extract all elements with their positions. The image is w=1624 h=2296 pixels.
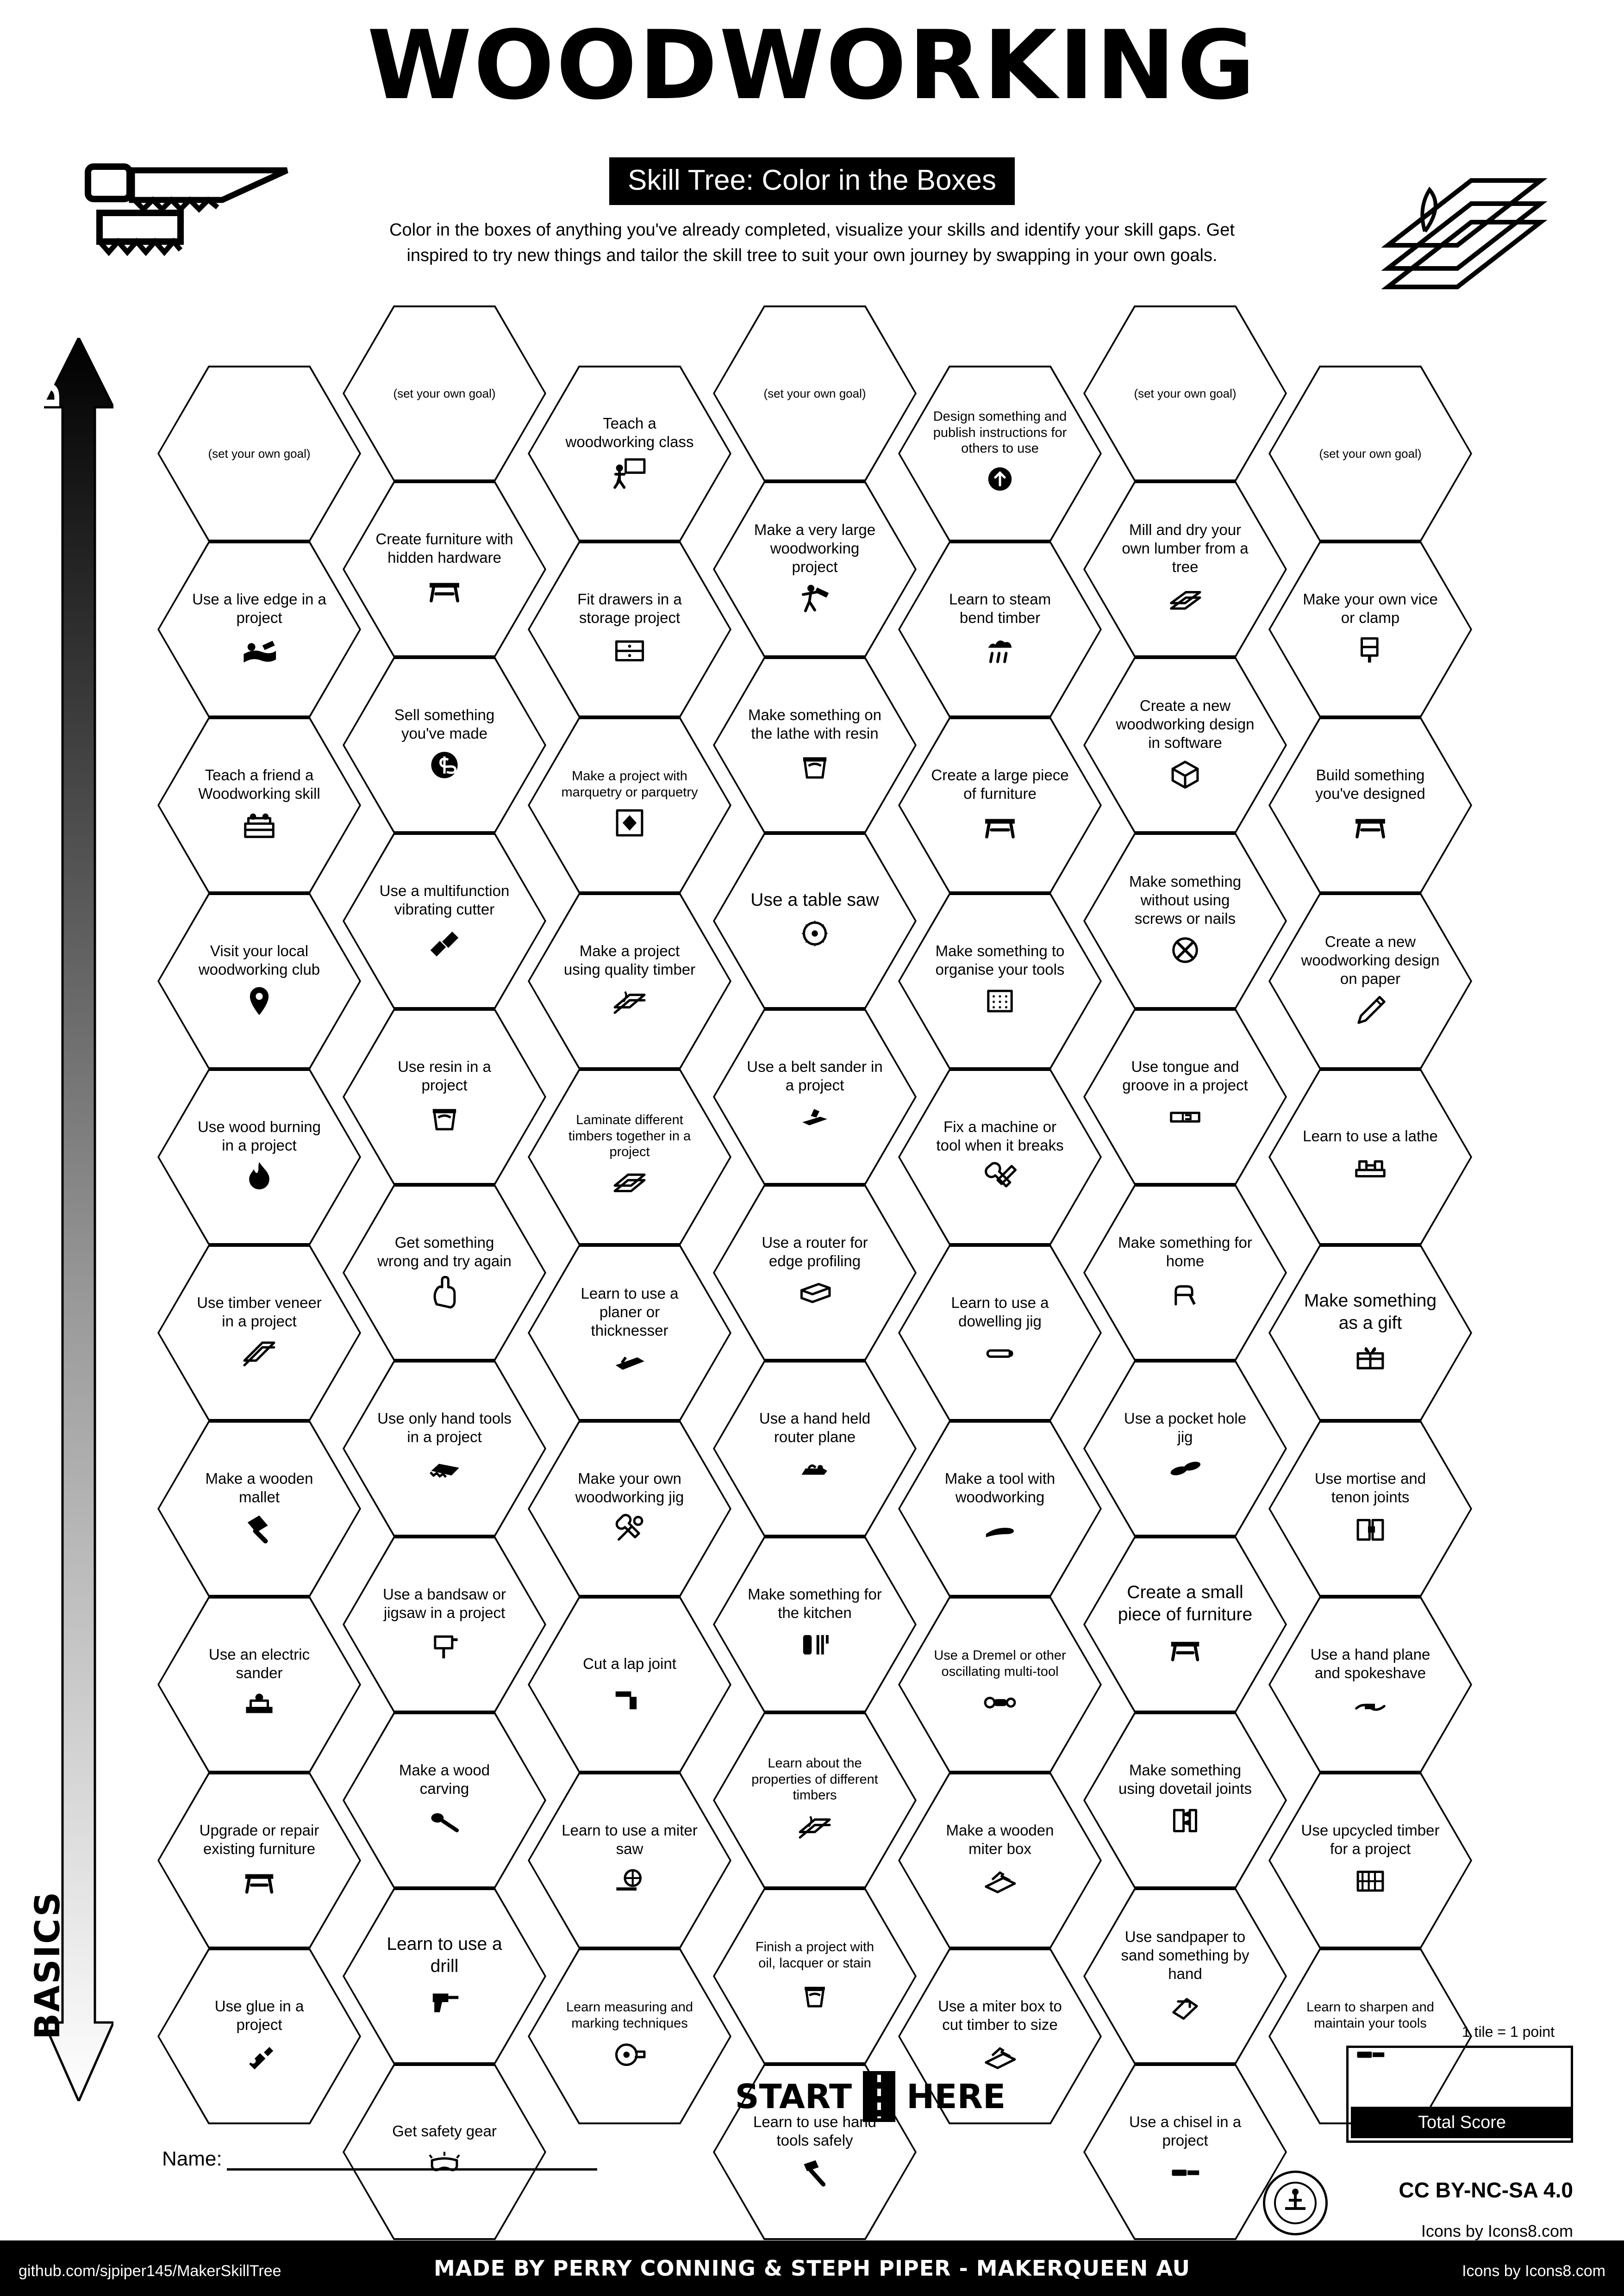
- skill-label: Learn to use a planer or thicknesser: [581, 1284, 679, 1339]
- skill-tile[interactable]: [1268, 1597, 1472, 1773]
- footer-repo-link[interactable]: github.com/sjpiper145/MakerSkillTree: [19, 2262, 281, 2280]
- chisel-icon: [1166, 2153, 1205, 2191]
- hand-tool-icon: [981, 1509, 1019, 1548]
- table-icon: [1351, 806, 1390, 845]
- skill-tile[interactable]: [713, 1361, 917, 1537]
- hex-content: [375, 1233, 514, 1313]
- skill-tile[interactable]: [898, 1245, 1102, 1421]
- skill-label: Make a wooden miter box: [946, 1821, 1054, 1857]
- skill-tile[interactable]: [343, 1009, 546, 1185]
- skill-label: Create a new woodworking design on paper: [1301, 933, 1440, 988]
- hex-content: [560, 1469, 699, 1549]
- dollar-coin-icon: [425, 746, 464, 784]
- skill-label: Create furniture with hidden hardware: [375, 530, 513, 566]
- skill-label: Fix a machine or tool when it breaks: [936, 1118, 1064, 1154]
- skill-label: Use a table saw: [750, 890, 879, 910]
- hex-content: [190, 766, 329, 845]
- hex-content: [931, 1648, 1069, 1722]
- advanced-label: ADVANCED: [28, 380, 68, 602]
- hex-content: [560, 1112, 699, 1202]
- dowel-icon: [981, 1333, 1019, 1372]
- hex-content: [560, 1284, 699, 1382]
- skill-tile[interactable]: [1268, 541, 1472, 717]
- hex-content: [1116, 2113, 1255, 2192]
- skill-label: Use a miter box to cut timber to size: [938, 1997, 1062, 2033]
- hex-content: [1116, 1928, 1255, 2025]
- hex-content: [745, 1585, 884, 1664]
- wrench-screwdriver-icon: [981, 1157, 1019, 1196]
- skill-tile[interactable]: [1268, 893, 1472, 1069]
- hex-content: [931, 1294, 1069, 1373]
- skill-tile[interactable]: [157, 1773, 361, 1948]
- skill-tile[interactable]: [1083, 833, 1287, 1009]
- hex-content: [745, 1058, 884, 1137]
- goal-placeholder-label: (set your own goal): [1134, 386, 1237, 400]
- hex-content: [560, 1655, 699, 1715]
- skill-label: Use upcycled timber for a project: [1301, 1821, 1440, 1857]
- name-label: Name:: [162, 2147, 222, 2170]
- hex-content: [931, 590, 1069, 669]
- mortise-tenon-icon: [1351, 1509, 1390, 1548]
- skill-label: Get something wrong and try again: [377, 1233, 512, 1269]
- skill-label: Learn to sharpen and maintain your tools: [1306, 2000, 1434, 2031]
- skill-tile[interactable]: [157, 1597, 361, 1773]
- skill-label: Make something to organise your tools: [935, 942, 1065, 978]
- skill-tile[interactable]: [343, 657, 546, 833]
- skill-label: Make something on the lathe with resin: [748, 706, 881, 742]
- goal-placeholder-label: (set your own goal): [1319, 446, 1422, 460]
- hex-content: [931, 766, 1069, 845]
- hex-content: [375, 1585, 514, 1664]
- planer-icon: [610, 1343, 649, 1381]
- skill-tile[interactable]: [343, 481, 546, 657]
- dovetail-icon: [1166, 1801, 1205, 1840]
- hex-content: [745, 521, 884, 618]
- skill-label: Learn to use a lathe: [1303, 1127, 1438, 1145]
- hex-content: [1301, 1999, 1440, 2073]
- skill-tile[interactable]: [343, 833, 546, 1009]
- skill-tile[interactable]: [157, 893, 361, 1069]
- skill-label: Make something for home: [1118, 1233, 1252, 1269]
- veneer-icon: [240, 1333, 279, 1372]
- skill-tile[interactable]: [1268, 1421, 1472, 1597]
- skill-label: Make something without using screws or nails: [1129, 872, 1242, 927]
- skill-tile[interactable]: [157, 1421, 361, 1597]
- skill-label: Make a tool with woodworking: [944, 1469, 1056, 1506]
- skill-label: Create a large piece of furniture: [931, 766, 1069, 802]
- skill-label: Learn to use hand tools safely: [753, 2113, 877, 2149]
- skill-tile[interactable]: [1083, 1009, 1287, 1185]
- page-title: WOODWORKING: [367, 11, 1257, 121]
- skill-label: Make a wood carving: [399, 1761, 490, 1797]
- skill-label: Use a router for edge profiling: [762, 1233, 868, 1269]
- skill-tile[interactable]: [898, 541, 1102, 717]
- skill-tile[interactable]: [528, 893, 731, 1069]
- skill-tile[interactable]: [528, 366, 731, 541]
- goal-placeholder-label: (set your own goal): [393, 386, 496, 400]
- score-note: 1 tile = 1 point: [1462, 2023, 1555, 2040]
- skill-tile[interactable]: [1268, 1069, 1472, 1245]
- multi-cutter-icon: [425, 921, 464, 960]
- hand-icon: [425, 1273, 464, 1312]
- skill-label: Learn measuring and marking techniques: [566, 2000, 693, 2031]
- no-screws-icon: [1166, 931, 1205, 970]
- icons-credit: Icons by Icons8.com: [1421, 2221, 1573, 2240]
- skill-label: Visit your local woodworking club: [198, 942, 320, 978]
- hex-content: [1116, 1761, 1255, 1840]
- hex-content: [1116, 1233, 1255, 1313]
- footer-credit: MADE BY PERRY CONNING & STEPH PIPER - MAKERQUEEN AU: [434, 2256, 1190, 2281]
- skill-label: Use a live edge in a project: [192, 590, 326, 626]
- hex-content: [1116, 386, 1255, 401]
- skill-label: Make your own woodworking jig: [575, 1469, 684, 1506]
- skill-tile[interactable]: [1083, 305, 1287, 481]
- skill-tile[interactable]: [713, 1185, 917, 1361]
- skill-tile[interactable]: [157, 1245, 361, 1421]
- hex-content: [1301, 1821, 1440, 1900]
- skill-label: Use resin in a project: [398, 1058, 491, 1094]
- skill-tile[interactable]: [157, 366, 361, 541]
- clamp-icon: [1351, 630, 1390, 669]
- skill-label: Make something as a gift: [1304, 1291, 1437, 1333]
- goal-placeholder-label: (set your own goal): [763, 386, 866, 400]
- skill-tile[interactable]: [1083, 1888, 1287, 2064]
- hex-content: [931, 1821, 1069, 1900]
- spokeshave-icon: [1351, 1685, 1390, 1724]
- skill-label: Use timber veneer in a project: [197, 1294, 322, 1330]
- hex-content: [560, 942, 699, 1021]
- skill-label: Use a chisel in a project: [1129, 2113, 1242, 2149]
- skill-label: Use a pocket hole jig: [1124, 1409, 1247, 1445]
- belt-sander-icon: [795, 1097, 834, 1136]
- flame-icon: [240, 1157, 279, 1196]
- skill-label: Make a project using quality timber: [563, 942, 696, 978]
- timber-stack-icon: [795, 1806, 834, 1845]
- skill-tile[interactable]: [528, 717, 731, 893]
- skill-label: Use wood burning in a project: [198, 1118, 321, 1154]
- resin-bucket-icon: [425, 1097, 464, 1136]
- skill-tile[interactable]: [1083, 657, 1287, 833]
- hex-content: [1301, 447, 1440, 461]
- lap-joint-icon: [610, 1676, 649, 1715]
- skill-tile[interactable]: [898, 717, 1102, 893]
- skill-tile[interactable]: [1268, 717, 1472, 893]
- skill-label: Make something for the kitchen: [748, 1585, 882, 1621]
- hex-content: [745, 2113, 884, 2192]
- skill-tile[interactable]: [343, 1712, 546, 1888]
- skill-label: Use tongue and groove in a project: [1122, 1058, 1248, 1094]
- skill-label: Learn to steam bend timber: [949, 590, 1051, 626]
- lumber-icon: [1166, 579, 1205, 618]
- drill-icon: [425, 1980, 464, 2019]
- skill-tile[interactable]: [528, 1069, 731, 1245]
- skill-label: Use a Dremel or other oscillating multi-tool: [934, 1648, 1066, 1679]
- hex-content: [375, 2122, 514, 2182]
- skill-label: Fit drawers in a storage project: [577, 590, 682, 626]
- glue-icon: [240, 2037, 279, 2076]
- skill-label: Laminate different timbers together in a project: [568, 1112, 691, 1160]
- hex-content: [1116, 1058, 1255, 1137]
- tools-icon: [610, 1509, 649, 1548]
- skill-label: Make a wooden mallet: [205, 1469, 313, 1506]
- skill-tile[interactable]: [713, 481, 917, 657]
- hand-saw-icon: [425, 1449, 464, 1488]
- hammer-icon: [795, 2153, 834, 2191]
- hex-content: [560, 590, 699, 669]
- home-chair-icon: [1166, 1273, 1205, 1312]
- skill-tile[interactable]: [713, 1009, 917, 1185]
- skill-tile[interactable]: [157, 541, 361, 717]
- hex-content: [745, 1755, 884, 1845]
- skill-tile[interactable]: [343, 1361, 546, 1537]
- skill-label: Finish a project with oil, lacquer or stain: [755, 1940, 874, 1971]
- skill-tile[interactable]: [343, 1185, 546, 1361]
- hex-content: [560, 414, 699, 493]
- pencil-icon: [1351, 991, 1390, 1030]
- hex-content: [190, 1294, 329, 1373]
- skill-tile[interactable]: [898, 366, 1102, 541]
- laminate-icon: [610, 1163, 649, 1202]
- pocket-hole-icon: [1166, 1449, 1205, 1488]
- skill-tile[interactable]: [1268, 1245, 1472, 1421]
- hex-content: [1301, 766, 1440, 845]
- hex-content: [931, 409, 1069, 498]
- router-plane-icon: [795, 1449, 834, 1488]
- here-word: HERE: [906, 2077, 1006, 2116]
- skill-tile[interactable]: [1268, 366, 1472, 541]
- skill-tile[interactable]: [1083, 1185, 1287, 1361]
- carving-spoon-icon: [425, 1801, 464, 1840]
- hex-content: [1116, 521, 1255, 618]
- page-description: Color in the boxes of anything you've already completed, visualize your skills and identify your skill gaps. Get inspired to try new things and tailor the skill tree to suit your own journey by swapping in your own goals.: [389, 220, 1235, 266]
- skill-tile[interactable]: [528, 1773, 731, 1948]
- skill-label: Make something using dovetail joints: [1118, 1761, 1252, 1797]
- hex-content: [375, 1409, 514, 1488]
- basics-label: BASICS: [28, 1891, 68, 2040]
- hex-content: [1301, 590, 1440, 669]
- skill-tile[interactable]: [898, 1597, 1102, 1773]
- skill-tile[interactable]: [713, 833, 917, 1009]
- tongue-groove-icon: [1166, 1097, 1205, 1136]
- hex-content: [375, 706, 514, 785]
- presentation-icon: [610, 454, 649, 493]
- skill-label: Use a belt sander in a project: [747, 1058, 883, 1094]
- skill-label: Make a very large woodworking project: [754, 521, 876, 576]
- timber-stack-icon: [610, 982, 649, 1020]
- skill-label: Create a small piece of furniture: [1118, 1582, 1253, 1624]
- skill-label: Upgrade or repair existing furniture: [199, 1821, 319, 1857]
- pallet-icon: [1351, 1861, 1390, 1900]
- miter-saw-icon: [610, 1861, 649, 1900]
- hex-content: [1301, 1645, 1440, 1724]
- skill-label: Learn to use a miter saw: [562, 1821, 698, 1857]
- skill-tile[interactable]: [1083, 1712, 1287, 1888]
- saw-blade-icon: [795, 914, 834, 953]
- hex-content: [1116, 1581, 1255, 1667]
- skill-tile[interactable]: [898, 893, 1102, 1069]
- chisel-icon: [1351, 2035, 1390, 2073]
- hex-content: [190, 1645, 329, 1724]
- hex-content: [1116, 872, 1255, 970]
- skill-tile[interactable]: [343, 1537, 546, 1712]
- hex-content: [1116, 1409, 1255, 1488]
- hex-content: [190, 1118, 329, 1197]
- resin-bucket-icon: [795, 746, 834, 784]
- skill-label: Make a project with marquetry or parquetry: [561, 769, 698, 800]
- router-profile-icon: [795, 1273, 834, 1312]
- skill-tile[interactable]: [1083, 2064, 1287, 2240]
- hex-content: [190, 1821, 329, 1900]
- license-text: CC BY-NC-SA 4.0: [1399, 2178, 1573, 2202]
- hex-content: [931, 1469, 1069, 1549]
- skill-label: Use a hand plane and spokeshave: [1310, 1645, 1430, 1681]
- marquetry-icon: [610, 803, 649, 842]
- hex-content: [745, 889, 884, 953]
- finish-bucket-icon: [795, 1974, 834, 2013]
- skill-tile[interactable]: [1083, 1537, 1287, 1712]
- hex-content: [560, 1821, 699, 1900]
- stool-icon: [1166, 1629, 1205, 1668]
- skill-label: Use an electric sander: [208, 1645, 310, 1681]
- hex-content: [745, 1409, 884, 1488]
- skill-label: Cut a lap joint: [583, 1655, 676, 1672]
- skill-tile[interactable]: [343, 305, 546, 481]
- skill-tile[interactable]: [1083, 481, 1287, 657]
- sandpaper-icon: [1166, 1986, 1205, 2025]
- hex-content: [1116, 697, 1255, 794]
- upload-icon: [981, 460, 1019, 498]
- hex-content: [1301, 1127, 1440, 1187]
- hex-content: [560, 768, 699, 842]
- hex-content: [745, 1939, 884, 2013]
- skill-tile[interactable]: [528, 541, 731, 717]
- skill-tile[interactable]: [898, 1421, 1102, 1597]
- drawers-icon: [610, 630, 649, 669]
- skill-label: Use sandpaper to sand something by hand: [1121, 1928, 1249, 1983]
- hex-content: [1301, 1290, 1440, 1375]
- skill-label: Use mortise and tenon joints: [1314, 1469, 1426, 1506]
- skill-label: Use a multifunction vibrating cutter: [379, 882, 510, 918]
- hex-content: [745, 1233, 884, 1313]
- hex-content: [190, 590, 329, 669]
- skill-tile[interactable]: [713, 1888, 917, 2064]
- safety-glasses-icon: [425, 2143, 464, 2182]
- hex-content: [931, 942, 1069, 1021]
- hex-content: [190, 1469, 329, 1549]
- table-icon: [981, 806, 1019, 845]
- skill-label: Make your own vice or clamp: [1303, 590, 1438, 626]
- skill-label: Use glue in a project: [214, 1997, 304, 2033]
- jigsaw-icon: [425, 1625, 464, 1664]
- hex-content: [375, 1058, 514, 1137]
- hex-content: [745, 706, 884, 785]
- hex-content: [375, 530, 514, 609]
- kitchen-board-icon: [795, 1625, 834, 1664]
- skill-label: Learn about the properties of different timbers: [751, 1755, 878, 1803]
- skill-label: Mill and dry your own lumber from a tree: [1122, 521, 1249, 576]
- live-edge-icon: [240, 630, 279, 669]
- gift-icon: [1351, 1337, 1390, 1376]
- hex-content: [190, 447, 329, 461]
- skill-tile[interactable]: [898, 1773, 1102, 1948]
- skill-label: Create a new woodworking design in software: [1116, 697, 1255, 752]
- total-score-label: Total Score: [1351, 2107, 1573, 2138]
- start-word: START: [735, 2077, 852, 2116]
- hex-content: [931, 1997, 1069, 2076]
- skill-tile[interactable]: [713, 305, 917, 481]
- map-pin-icon: [240, 982, 279, 1020]
- lathe-icon: [1351, 1148, 1390, 1187]
- hex-content: [375, 386, 514, 401]
- miter-box-icon: [981, 2037, 1019, 2076]
- skill-label: Build something you've designed: [1315, 766, 1425, 802]
- 3d-cube-icon: [1166, 755, 1205, 794]
- skill-tile[interactable]: [528, 1245, 731, 1421]
- teach-friend-icon: [240, 806, 279, 845]
- hex-content: [375, 1933, 514, 2019]
- skill-tile[interactable]: [528, 1421, 731, 1597]
- hex-content: [190, 1997, 329, 2076]
- skill-tile[interactable]: [528, 1597, 731, 1773]
- skill-label: Teach a friend a Woodworking skill: [198, 766, 320, 802]
- dremel-icon: [981, 1683, 1019, 1722]
- skill-label: Sell something you've made: [394, 706, 495, 742]
- skill-label: Learn to use a dowelling jig: [951, 1294, 1049, 1330]
- skill-tile[interactable]: [157, 717, 361, 893]
- skill-label: Use a hand held router plane: [759, 1409, 871, 1445]
- skill-tile[interactable]: [157, 1948, 361, 2124]
- hex-content: [745, 386, 884, 401]
- footer-icons-credit: Icons by Icons8.com: [1462, 2262, 1605, 2280]
- skill-tile[interactable]: [343, 1888, 546, 2064]
- electric-sander-icon: [240, 1685, 279, 1724]
- mallet-icon: [240, 1509, 279, 1548]
- stool-icon: [240, 1861, 279, 1900]
- hex-content: [560, 1999, 699, 2073]
- skill-label: Use only hand tools in a project: [377, 1409, 512, 1445]
- steam-icon: [981, 630, 1019, 669]
- skill-tile[interactable]: [898, 1069, 1102, 1245]
- pegboard-icon: [981, 982, 1019, 1020]
- skill-label: Use a bandsaw or jigsaw in a project: [383, 1585, 506, 1621]
- hex-content: [1301, 1469, 1440, 1549]
- tape-measure-icon: [610, 2035, 649, 2073]
- skill-label: Get safety gear: [392, 2122, 497, 2140]
- skill-tile[interactable]: [713, 1712, 917, 1888]
- skill-label: Learn to use a drill: [387, 1934, 502, 1976]
- hex-content: [190, 942, 329, 1021]
- skill-label: Design something and publish instructions for others to use: [933, 409, 1067, 456]
- miter-box-icon: [981, 1861, 1019, 1900]
- skill-tile[interactable]: [1083, 1361, 1287, 1537]
- maker-badge-icon: [1263, 2171, 1328, 2235]
- skill-tile[interactable]: [713, 1537, 917, 1712]
- hex-content: [931, 1118, 1069, 1197]
- skill-tile[interactable]: [1268, 1773, 1472, 1948]
- skill-label: Teach a woodworking class: [565, 414, 694, 450]
- skill-tile[interactable]: [713, 657, 917, 833]
- skill-tile[interactable]: [157, 1069, 361, 1245]
- hex-content: [375, 1761, 514, 1840]
- goal-placeholder-label: (set your own goal): [208, 446, 311, 460]
- table-icon: [425, 570, 464, 609]
- hex-content: [375, 882, 514, 961]
- hex-content: [1301, 933, 1440, 1030]
- carry-plank-icon: [795, 579, 834, 618]
- page-subtitle: Skill Tree: Color in the Boxes: [609, 157, 1015, 205]
